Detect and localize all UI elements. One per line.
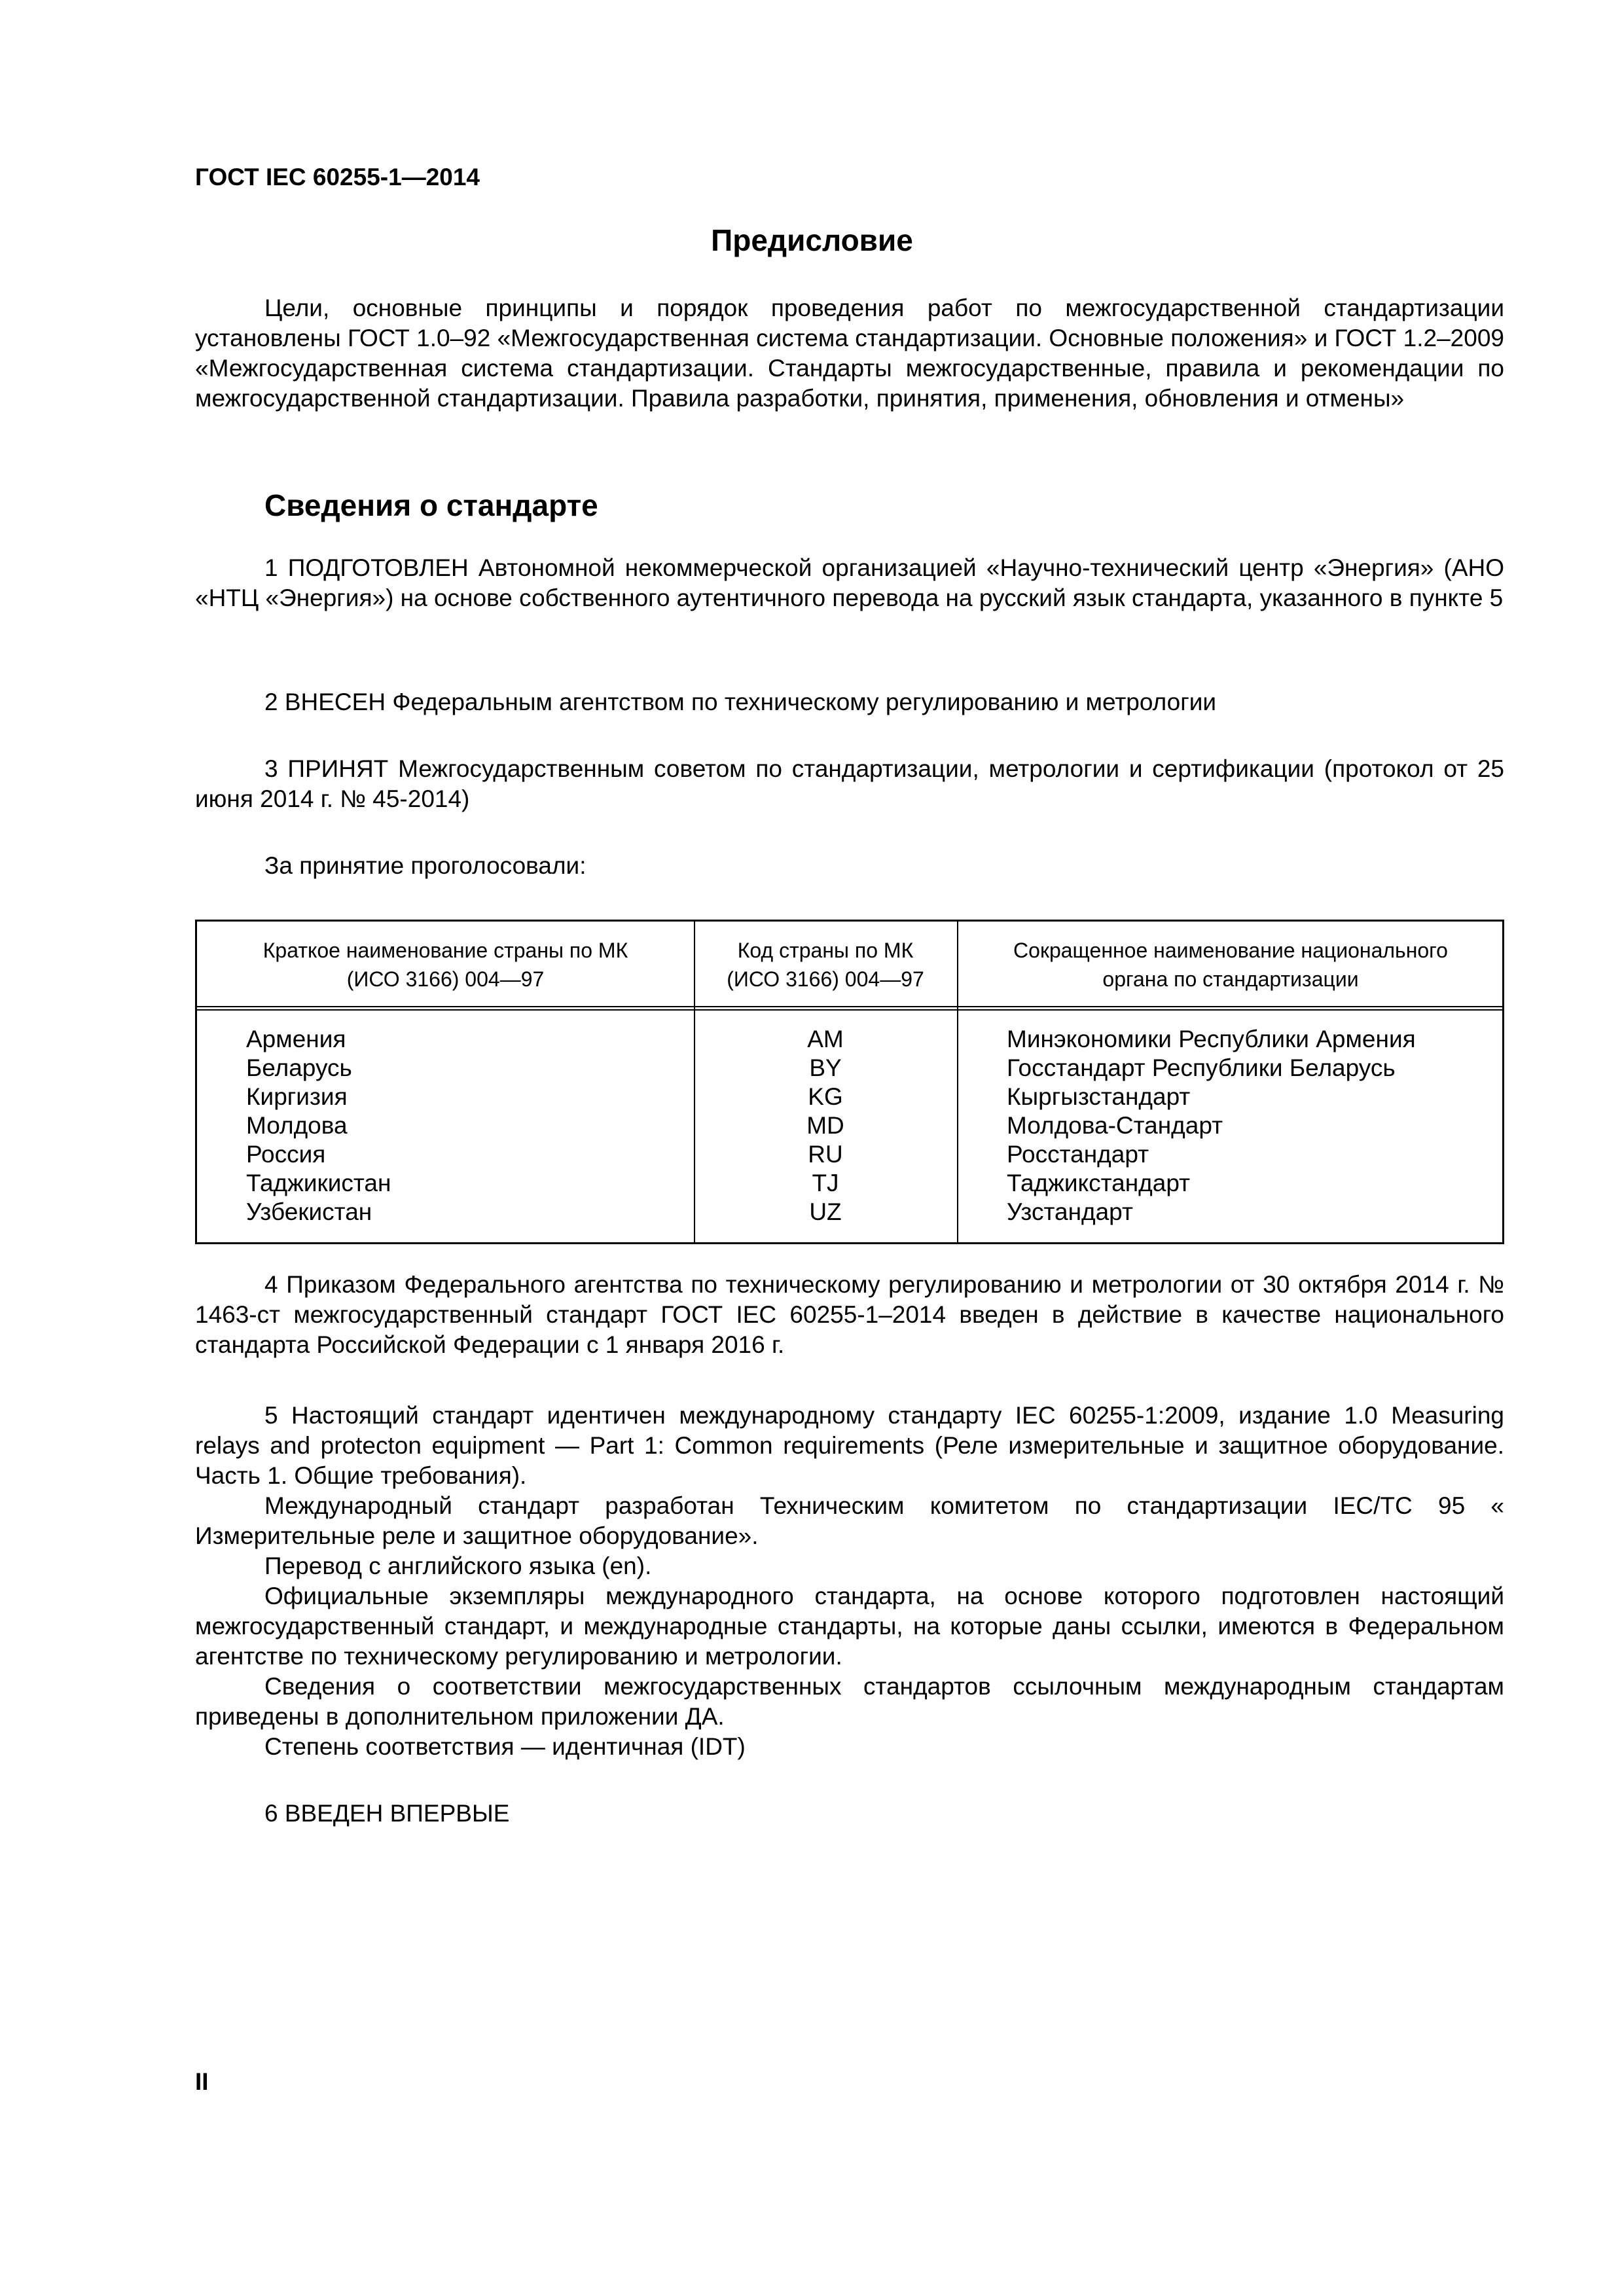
item-2: 2 ВНЕСЕН Федеральным агентством по техническому регулированию и метрологии xyxy=(264,689,1217,715)
item-5-official-copies: Официальные экземпляры международного стандарта, на основе которого подготовлен настоящий межгосударственный стандарт, и международные стандарты, на которые даны ссылки, имеются в Федеральном агентстве по техническому регулированию и метрологии. xyxy=(195,1583,1504,1670)
body-column xyxy=(1007,1025,1416,1227)
preface-title: Предисловие xyxy=(711,223,913,257)
table-cell-country: Армения xyxy=(246,1026,346,1052)
table-cell-country: Узбекистан xyxy=(246,1198,372,1225)
table-cell-country: Таджикистан xyxy=(246,1170,391,1196)
item-4: 4 Приказом Федерального агентства по техническому регулированию и метрологии от 30 октября 2014 г. № 1463-ст межгосударственный стандарт ГОСТ IEC 60255-1–2014 введен в действие в качестве национального стандарта Российской Федерации с 1 января 2016 г. xyxy=(195,1271,1504,1358)
voted-label: За принятие проголосовали: xyxy=(264,852,586,879)
table-cell-code: KG xyxy=(808,1083,843,1110)
table-cell-country: Россия xyxy=(246,1141,326,1168)
table-cell-country: Молдова xyxy=(246,1112,348,1139)
table-cell-body: Молдова-Стандарт xyxy=(1007,1112,1223,1139)
item-5-degree: Степень соответствия — идентичная (IDT) xyxy=(264,1733,746,1760)
item-3: 3 ПРИНЯТ Межгосударственным советом по стандартизации, метрологии и сертификации (протокол от 25 июня 2014 г. № 45-2014) xyxy=(195,755,1504,812)
table-cell-code: UZ xyxy=(809,1198,842,1225)
table-cell-body: Узстандарт xyxy=(1007,1198,1133,1225)
item-5-committee: Международный стандарт разработан Техническим комитетом по стандартизации IEC/TC 95 « Измерительные реле и защитное оборудование». xyxy=(195,1492,1504,1549)
table-cell-code: BY xyxy=(809,1054,842,1081)
table-cell-body: Минэкономики Республики Армения xyxy=(1007,1026,1416,1052)
country-column xyxy=(246,1025,391,1227)
table-cell-body: Росстандарт xyxy=(1007,1141,1149,1168)
item-1: 1 ПОДГОТОВЛЕН Автономной некоммерческой организацией «Научно-технический центр «Энергия» (АНО «НТЦ «Энергия») на основе собственного аутентичного перевода на русский язык стандарта, указанного в пункте 5 xyxy=(195,554,1504,611)
table-header-country: Краткое наименование страны по МК (ИСО 3166) 004—97 xyxy=(262,939,628,991)
table-cell-body: Кыргызстандарт xyxy=(1007,1083,1191,1110)
preface-text: Цели, основные принципы и порядок проведения работ по межгосударственной стандартизации установлены ГОСТ 1.0–92 «Межгосударственная система стандартизации. Основные положения» и ГОСТ 1.2–2009 «Межгосударственная система стандартизации. Стандарты межгосударственные, правила и рекомендации по межгосударственной стандартизации. Правила разработки, принятия, применения, обновления и отмены» xyxy=(195,295,1504,412)
item-5: 5 Настоящий стандарт идентичен международному стандарту IEC 60255-1:2009, издание 1.0 Measuring relays and protecton equipment — Part 1: Common requirements (Реле измерительные и защитное оборудование. Часть 1. Общие требования). xyxy=(195,1402,1504,1489)
document-code: ГОСТ IEC 60255-1—2014 xyxy=(195,164,480,190)
table-cell-code: MD xyxy=(806,1112,844,1139)
table-cell-code: TJ xyxy=(812,1170,839,1196)
table-header-code: Код страны по МК (ИСО 3166) 004—97 xyxy=(727,939,924,991)
code-column xyxy=(694,1025,957,1227)
item-6: 6 ВВЕДЕН ВПЕРВЫЕ xyxy=(264,1800,510,1827)
section-title: Сведения о стандарте xyxy=(264,488,598,522)
table-cell-body: Таджикстандарт xyxy=(1007,1170,1191,1196)
table-cell-code: RU xyxy=(808,1141,843,1168)
table-cell-country: Беларусь xyxy=(246,1054,352,1081)
item-5-translation: Перевод с английского языка (en). xyxy=(264,1552,652,1579)
table-cell-country: Киргизия xyxy=(246,1083,348,1110)
table-header-body: Сокращенное наименование национального органа по стандартизации xyxy=(1013,939,1448,991)
voting-table xyxy=(195,920,1504,1244)
item-5-correspondence: Сведения о соответствии межгосударственных стандартов ссылочным международным стандартам приведены в дополнительном приложении ДА. xyxy=(195,1673,1504,1730)
table-cell-body: Госстандарт Республики Беларусь xyxy=(1007,1054,1396,1081)
table-cell-code: AM xyxy=(807,1026,844,1052)
page-number: II xyxy=(195,2068,209,2095)
header-divider xyxy=(197,1006,1502,1007)
header-divider xyxy=(197,1009,1502,1011)
